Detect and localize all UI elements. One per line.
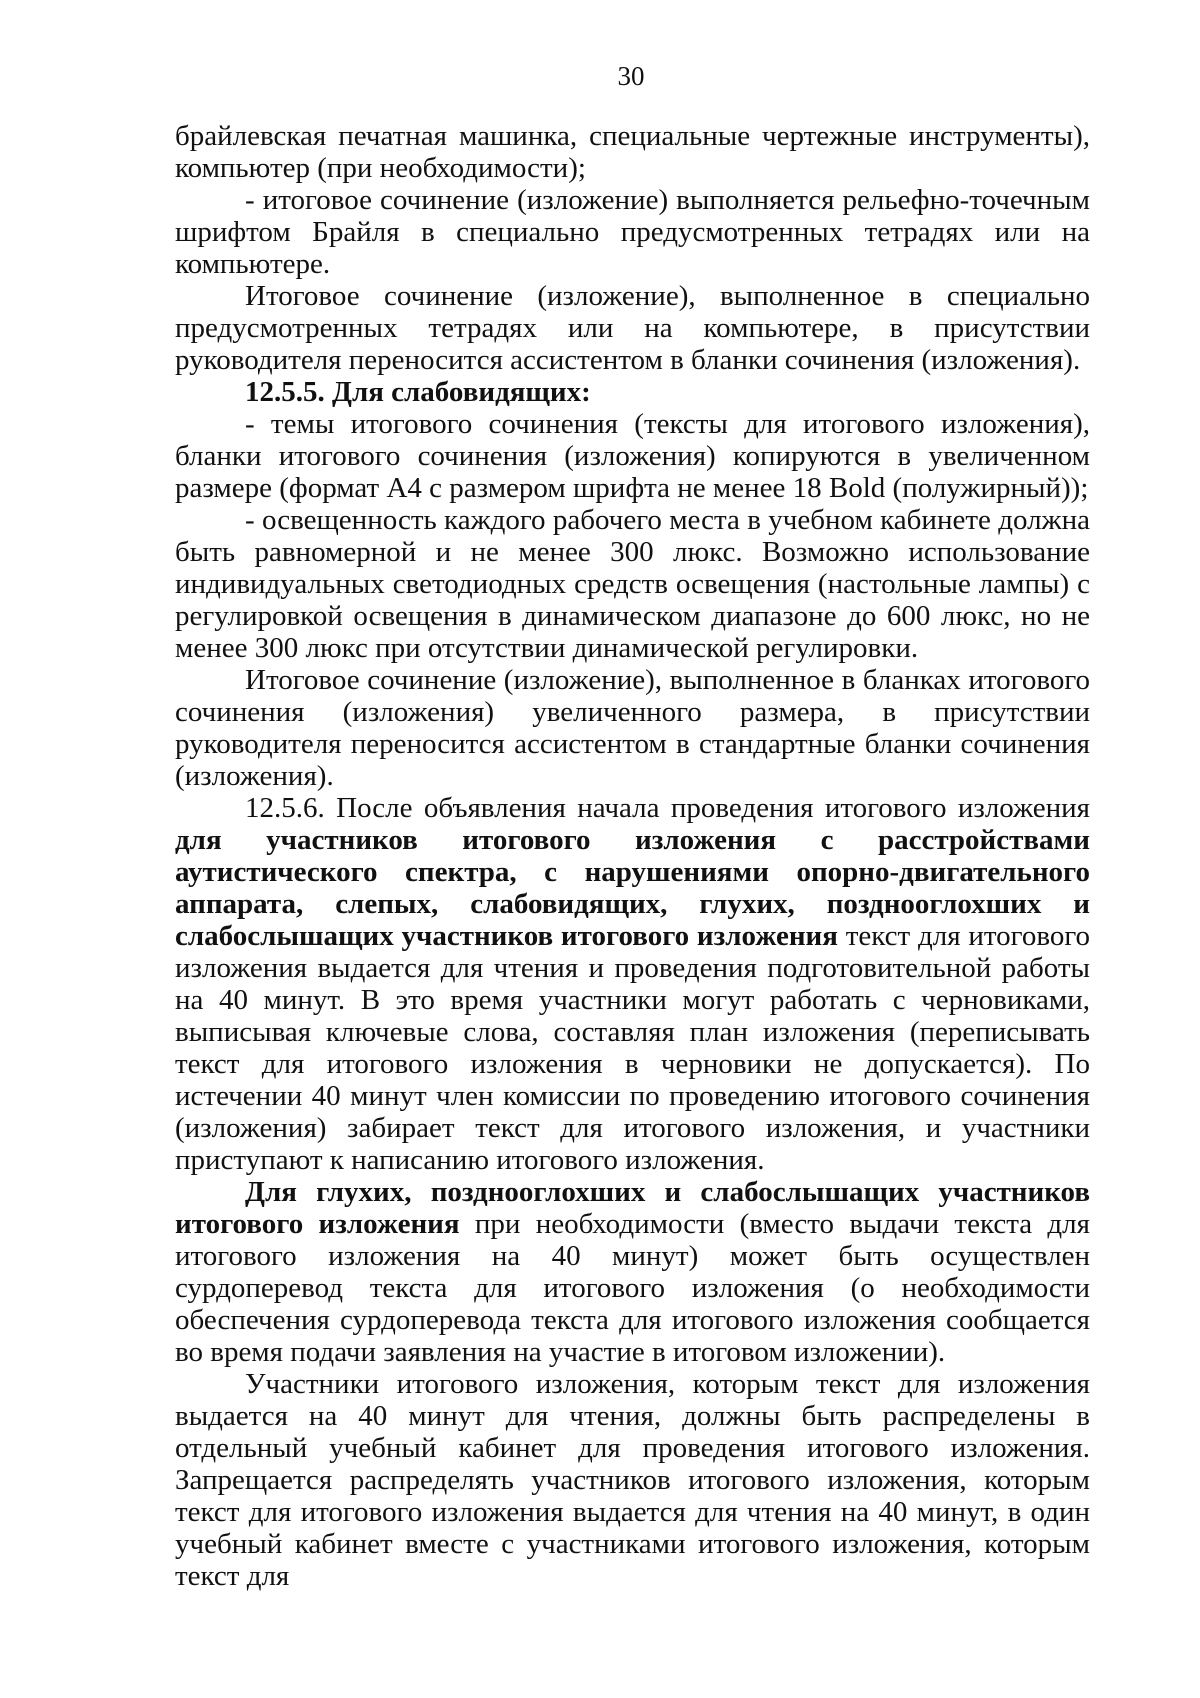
paragraph-reading-time bbox=[175, 792, 1090, 1176]
paragraph-reading-time-bold: для участников итогового изложения с расстройствами аутистического спектра, с нарушениями опорно-двигательного аппарата, слепых, слабовидящих, глухих, позднооглохших и слабослышащих участников итогового изложения bbox=[175, 824, 1090, 952]
paragraph-sign-language-bold: Для глухих, позднооглохших и слабослышащих участников итогового изложения bbox=[175, 1176, 1090, 1240]
paragraph-lighting: - освещенность каждого рабочего места в учебном кабинете должна быть равномерной и не менее 300 люкс. Возможно использование индивидуальных светодиодных средств освещения (настольные лампы) с регулировкой освещения в динамическом диапазоне до 600 люкс, но не менее 300 люкс при отсутствии динамической регулировки. bbox=[175, 504, 1090, 664]
document-body bbox=[175, 120, 1090, 1592]
paragraph-separate-room: Участники итогового изложения, которым текст для изложения выдается на 40 минут для чтения, должны быть распределены в отдельный учебный кабинет для проведения итогового изложения. Запрещается распределять участников итогового изложения, которым текст для итогового изложения выдается для чтения на 40 минут, в один учебный кабинет вместе с участниками итогового изложения, которым текст для bbox=[175, 1368, 1090, 1592]
paragraph-braille-equipment: брайлевская печатная машинка, специальные чертежные инструменты), компьютер (при необходимости); bbox=[175, 120, 1090, 184]
paragraph-sign-language-rest: при необходимости (вместо выдачи текста для итогового изложения на 40 минут) может быть осуществлен сурдоперевод текста для итогового изложения (о необходимости обеспечения сурдоперевода текста для итогового изложения сообщается во время подачи заявления на участие в итоговом изложении). bbox=[175, 1208, 1090, 1368]
paragraph-braille-transfer: Итоговое сочинение (изложение), выполненное в специально предусмотренных тетрадях или на компьютере, в присутствии руководителя переносится ассистентом в бланки сочинения (изложения). bbox=[175, 280, 1090, 376]
paragraph-braille-writing: - итоговое сочинение (изложение) выполняется рельефно-точечным шрифтом Брайля в специально предусмотренных тетрадях или на компьютере. bbox=[175, 184, 1090, 280]
paragraph-reading-time-intro: 12.5.6. После объявления начала проведения итогового изложения bbox=[245, 792, 1090, 824]
paragraph-sign-language bbox=[175, 1176, 1090, 1368]
section-heading-low-vision: 12.5.5. Для слабовидящих: bbox=[245, 376, 591, 408]
page-number: 30 bbox=[617, 61, 645, 91]
paragraph-reading-time-rest: текст для итогового изложения выдается для чтения и проведения подготовительной работы на 40 минут. В это время участники могут работать с черновиками, выписывая ключевые слова, составляя план изложения (переписывать текст для итогового изложения в черновики не допускается). По истечении 40 минут член комиссии по проведению итогового сочинения (изложения) забирает текст для итогового изложения, и участники приступают к написанию итогового изложения. bbox=[175, 920, 1090, 1176]
paragraph-enlarged-forms: - темы итогового сочинения (тексты для итогового изложения), бланки итогового сочинения (изложения) копируются в увеличенном размере (формат А4 с размером шрифта не менее 18 Bold (полужирный)); bbox=[175, 408, 1090, 504]
paragraph-enlarged-transfer: Итоговое сочинение (изложение), выполненное в бланках итогового сочинения (изложения) увеличенного размера, в присутствии руководителя переносится ассистентом в стандартные бланки сочинения (изложения). bbox=[175, 664, 1090, 792]
